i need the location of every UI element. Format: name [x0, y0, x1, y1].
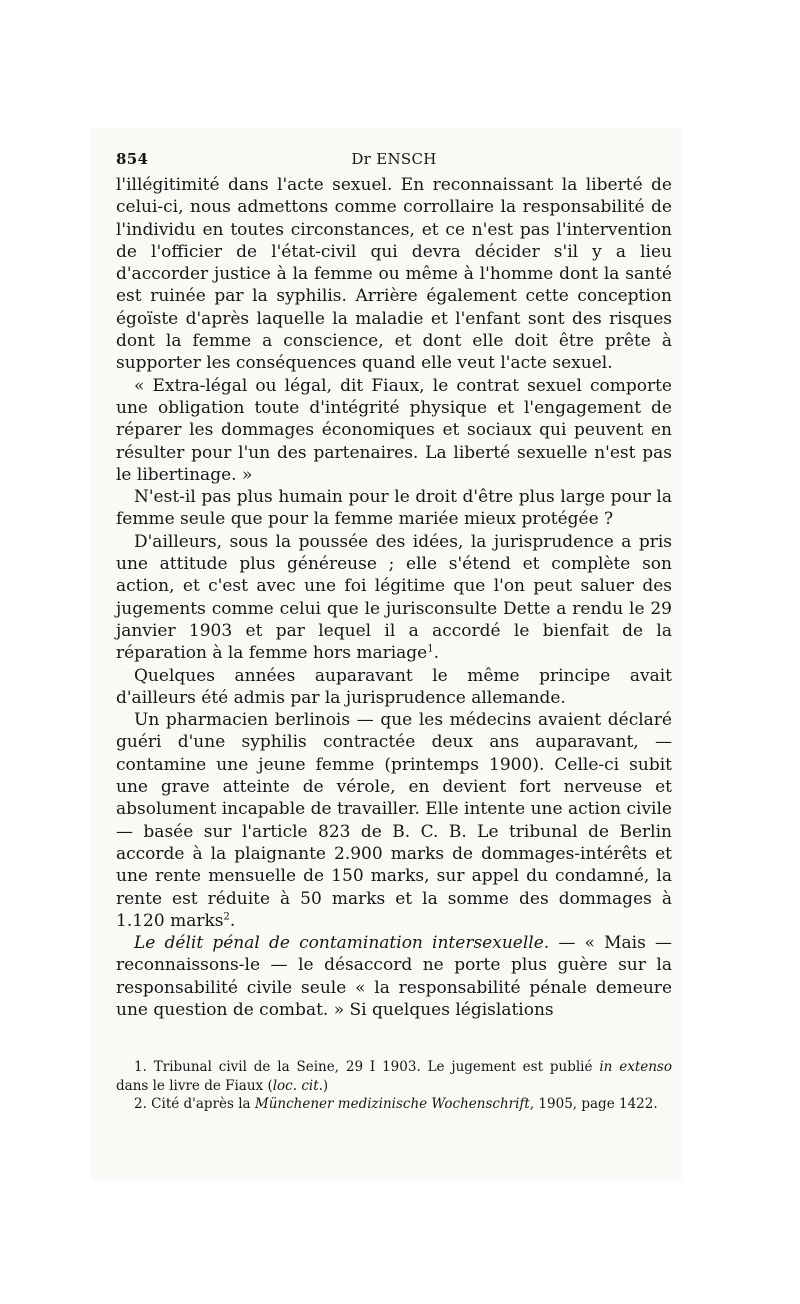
paragraph-german: Quelques années auparavant le même principe avait d'ailleurs été admis par la jurisprudence allemande. [116, 665, 672, 708]
footnote-1-text: 1. Tribunal civil de la Seine, 29 I 1903. Le jugement est publié [134, 1059, 600, 1076]
footnote-1-middle: dans le livre de Fiaux ( [116, 1077, 273, 1094]
footnote-ref-1: 1 [427, 643, 434, 655]
paragraph-question: N'est-il pas plus humain pour le droit d'être plus large pour la femme seule que pour la femme mariée mieux protégée ? [116, 487, 672, 530]
paragraph-berlin-case-text: Un pharmacien berlinois — que les médecins avaient déclaré guéri d'une syphilis contractée deux ans auparavant, — contamine une jeune femme (printemps 1900). Celle-ci subit une grave atteinte de vérole, en devient fort nerveuse et absolument incapable de travailler. Elle intente une action civile — basée sur l'article 823 de B. C. B. Le tribunal de Berlin accorde à la plaignante 2.900 marks de dommages-intérêts et une rente mensuelle de 150 marks, sur appel du condamné, la rente est réduite à 50 marks et la somme des dommages à 1.120 marks [116, 710, 672, 931]
footnote-ref-2: 2 [223, 911, 230, 923]
paragraph-fiaux-quote: « Extra-légal ou légal, dit Fiaux, le contrat sexuel comporte une obligation toute d'intégrité physique et l'engagement de réparer les dommages économiques et sociaux qui peuvent en résulter pour l'un des partenaires. La liberté sexuelle n'est pas le libertinage. » [116, 375, 672, 485]
body-text [116, 174, 672, 1021]
section-text: — « Mais — reconnaissons-le — le désaccord ne porte plus guère sur la responsabilité civile seule « la responsabilité pénale demeure une question de combat. » Si quelques législations [116, 933, 672, 1020]
footnote-2-end: , 1905, page 1422. [529, 1096, 658, 1113]
book-page [116, 150, 672, 1114]
paragraph-jurisprudence-text: D'ailleurs, sous la poussée des idées, la jurisprudence a pris une attitude plus généreuse ; elle s'étend et complète son action, et c'est avec une foi légitime que l'on peut saluer des jugements comme celui que le jurisconsulte Dette a rendu le 29 janvier 1903 et par lequel il a accordé le bienfait de la réparation à la femme hors mariage [116, 531, 672, 664]
footnote-1-loc-cit: loc. cit. [272, 1077, 323, 1094]
paragraph-berlin-case: Un pharmacien berlinois — que les médecins avaient déclaré guéri d'une syphilis contractée deux ans auparavant, — contamine une jeune femme (printemps 1900). Celle-ci subit une grave atteinte de vérole, en devient fort nerveuse et absolument incapable de travailler. Elle intente une action civile — basée sur l'article 823 de B. C. B. Le tribunal de Berlin accorde à la plaignante 2.900 marks de dommages-intérêts et une rente mensuelle de 150 marks, sur appel du condamné, la rente est réduite à 50 marks et la somme des dommages à 1.120 marks$^2$. [116, 710, 672, 931]
footnote-1 [116, 1058, 672, 1095]
paragraph-jurisprudence: D'ailleurs, sous la poussée des idées, la jurisprudence a pris une attitude plus généreuse ; elle s'étend et complète son action, et c'est avec une foi légitime que l'on peut saluer des jugements comme celui que le jurisconsulte Dette a rendu le 29 janvier 1903 et par lequel il a accordé le bienfait de la réparation à la femme hors mariage$^1$. [116, 531, 672, 664]
footnote-2 [116, 1095, 672, 1114]
footnotes [116, 1058, 672, 1114]
page-header [116, 150, 672, 174]
running-head: Dr ENSCH [351, 150, 437, 168]
footnote-2-journal: Münchener medizinische Wochenschrift [254, 1096, 530, 1113]
section-title: Le délit pénal de contamination intersexuelle. [134, 933, 550, 954]
paragraph-continuation: l'illégitimité dans l'acte sexuel. En reconnaissant la liberté de celui-ci, nous admettons comme corrollaire la responsabilité de l'individu en toutes circonstances, et ce n'est pas l'intervention de l'officier de l'état-civil qui devra décider s'il y a lieu d'accorder justice à la femme ou même à l'homme dont la santé est ruinée par la syphilis. Arrière également cette conception égoïste d'après laquelle la maladie et l'enfant sont des risques dont la femme a conscience, et dont elle doit être prête à supporter les conséquences quand elle veut l'acte sexuel. [116, 175, 672, 374]
section-paragraph [116, 932, 672, 1021]
footnote-2-text: 2. Cité d'après la [134, 1096, 255, 1113]
footnote-1-italic: in extenso [599, 1059, 672, 1076]
page-number: 854 [116, 150, 149, 168]
footnote-1-end: ) [322, 1077, 329, 1094]
